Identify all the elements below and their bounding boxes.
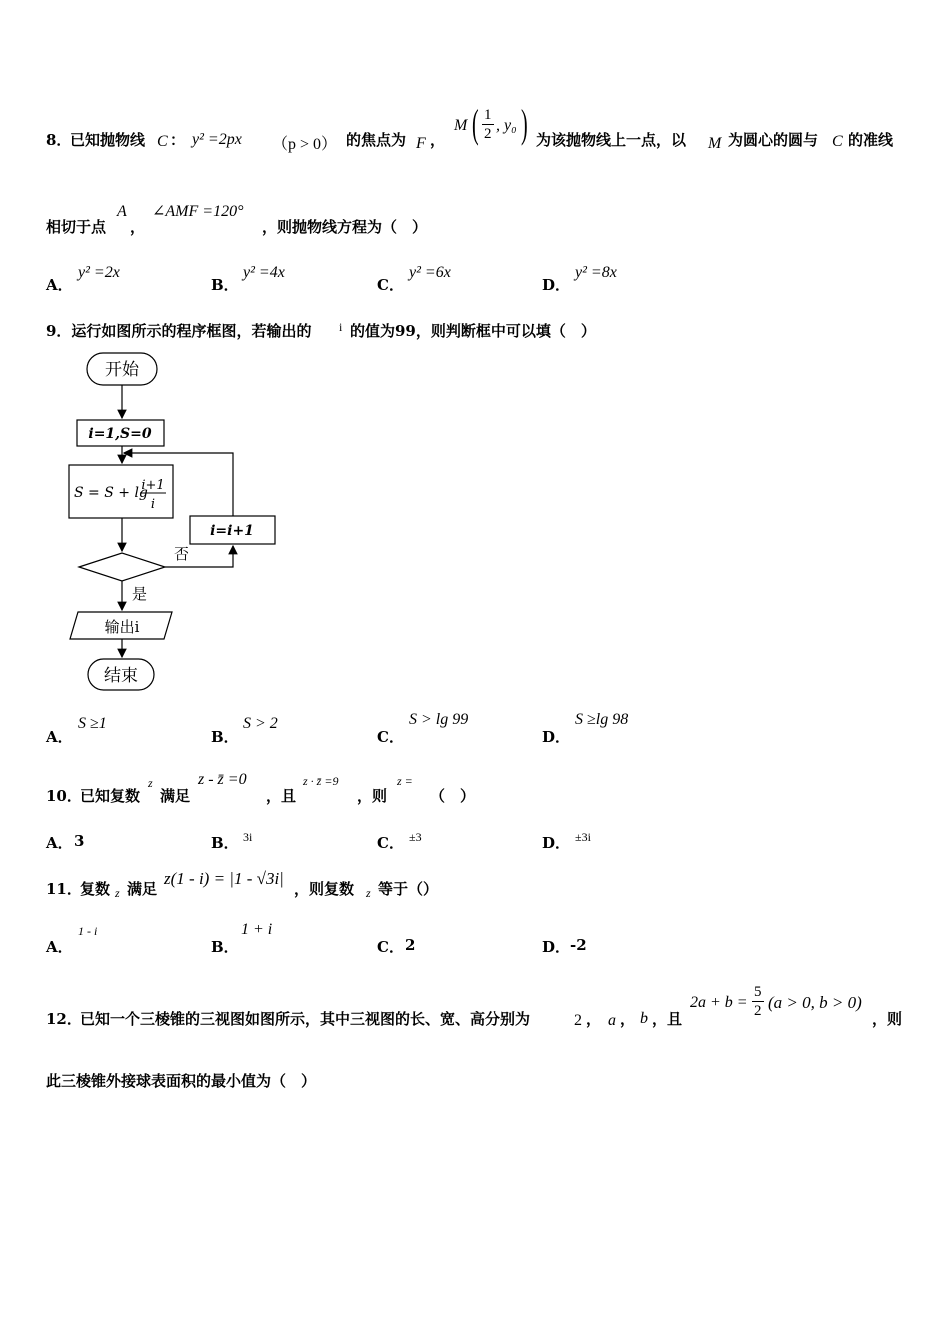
q8-y0: , y₀ (496, 117, 517, 134)
q8-fraction (482, 106, 494, 143)
q8-paren-left: ( (472, 101, 479, 146)
q9-option-C-value: S > lg 99 (409, 711, 469, 728)
q8-var-C: C (157, 133, 168, 150)
q8-equation: y² =2px (192, 131, 242, 148)
q10-eq-2: z · z̄ =9 (303, 774, 339, 788)
q12-text-3: ，则 (872, 1010, 903, 1028)
q8-frac-den: 2 (484, 126, 492, 142)
q8-option-B-value: y² =4x (243, 264, 285, 281)
q10-option-B-label[interactable]: B． (211, 834, 239, 852)
q9-flowchart (60, 345, 290, 700)
q11-option-C-value: 2 (405, 936, 416, 954)
q12-frac-num: 5 (754, 984, 762, 1000)
q9-option-C-label[interactable]: C． (377, 728, 404, 746)
q9-option-B-label[interactable]: B． (211, 728, 239, 746)
q10-option-D-value: ±3i (575, 830, 591, 844)
q10-option-D-label[interactable]: D． (542, 834, 571, 852)
q11-option-B-value: 1 + i (241, 921, 273, 938)
q8-text-5: 为圆心的圆与 (728, 131, 819, 149)
q11-number: 11． (46, 880, 82, 898)
q8-option-B-label[interactable]: B． (211, 276, 239, 294)
q9-text-b: 的值为99，则判断框中可以填（ ） (350, 322, 596, 340)
q10-option-A-label[interactable]: A． (46, 834, 73, 852)
q8-option-D-value: y² =8x (575, 264, 617, 281)
q8-var-F: F (416, 135, 426, 152)
q12-fraction (752, 983, 764, 1020)
q11-text-2: 满足 (127, 880, 158, 898)
q12-var-a: a (608, 1012, 616, 1029)
q10-option-C-value: ±3 (409, 830, 422, 844)
q10-option-B-value: 3i (243, 830, 253, 844)
q8-option-D-label[interactable]: D． (542, 276, 571, 294)
q10-text-3: ，且 (266, 787, 297, 805)
q8-comma: ， (430, 131, 446, 149)
q12-line-2: 此三棱锥外接球表面积的最小值为（ ） (46, 1072, 317, 1090)
flow-decision-shape (79, 553, 165, 581)
q11-text-1: 复数 (80, 880, 111, 898)
flow-init-text: i=1,S=0 (88, 426, 152, 442)
q11-option-D-label[interactable]: D． (542, 938, 571, 956)
q8-text-4: 为该抛物线上一点，以 (536, 131, 687, 149)
q9-option-D-value: S ≥lg 98 (575, 711, 629, 728)
q12-number: 12． (46, 1010, 82, 1028)
flow-incr-text: i=i+1 (210, 523, 254, 539)
q12-eq-left: 2a + b = (690, 994, 748, 1011)
flow-start-text: 开始 (105, 360, 139, 380)
q10-eq-1: z - z̄ =0 (198, 771, 247, 788)
q8-option-A-label[interactable]: A． (46, 276, 73, 294)
flow-assign-den: i (150, 497, 156, 512)
q12-var-b: b (640, 1010, 648, 1027)
q8-number: 8． (46, 131, 72, 149)
q8-var-A: A (117, 203, 127, 220)
q8-angle: ∠AMF =120° (152, 203, 244, 220)
q8-frac-num: 1 (484, 107, 492, 123)
q9-text-a: 9．运行如图所示的程序框图，若输出的 (46, 322, 312, 340)
q8-text-3: 的焦点为 (346, 131, 407, 149)
q8-line2-text-1: 相切于点 (46, 218, 107, 236)
q8-option-C-label[interactable]: C． (377, 276, 404, 294)
q8-option-A-value: y² =2x (78, 264, 120, 281)
q10-text-2: 满足 (160, 787, 191, 805)
q9-option-A-value: S ≥1 (78, 715, 107, 732)
q8-line2-text-2: ，则抛物线方程为（ ） (262, 218, 428, 236)
q12-comma-1: ， (586, 1010, 602, 1028)
q8-var-C2: C (832, 133, 843, 150)
q10-option-C-label[interactable]: C． (377, 834, 404, 852)
q9-option-A-label[interactable]: A． (46, 728, 73, 746)
q8-option-C-value: y² =6x (409, 264, 451, 281)
q10-text-1: 已知复数 (80, 787, 141, 805)
flow-no-label: 否 (174, 545, 190, 563)
q11-var-z: z (115, 886, 120, 900)
q10-number: 10． (46, 787, 82, 805)
q10-text-4: ，则 (357, 787, 388, 805)
q8-paren-right: ) (521, 101, 528, 146)
q8-comma-2: ， (130, 218, 146, 236)
q11-var-z2: z (366, 886, 371, 900)
q11-option-A-value: 1 - i (78, 924, 98, 938)
q11-text-4: 等于（） (378, 880, 439, 898)
q10-option-A-value: 3 (74, 832, 85, 850)
q12-text-1: 已知一个三棱锥的三视图如图所示，其中三视图的长、宽、高分别为 (80, 1010, 531, 1028)
q12-comma-2: ， (620, 1010, 636, 1028)
flow-assign-text: S = S + lg (74, 485, 148, 501)
q11-option-A-label[interactable]: A． (46, 938, 73, 956)
q11-option-C-label[interactable]: C． (377, 938, 404, 956)
q12-text-2: ，且 (652, 1010, 683, 1028)
q8-text-6: 的准线 (848, 131, 894, 149)
q8-condition: （p > 0） (272, 136, 338, 153)
q10-eq-3: z = (397, 774, 413, 788)
q8-point-M: M (454, 117, 468, 134)
q11-option-B-label[interactable]: B． (211, 938, 239, 956)
flow-output-text: 输出i (104, 618, 140, 636)
q11-text-3: ，则复数 (294, 880, 355, 898)
flow-assign-num: i+1 (141, 478, 165, 493)
q11-equation: z(1 - i) = |1 - √3i| (164, 869, 284, 888)
flow-end-text: 结束 (104, 666, 138, 686)
q12-eq-right: (a > 0, b > 0) (768, 993, 862, 1012)
q10-text-5: （ ） (430, 787, 476, 805)
q9-option-B-value: S > 2 (243, 715, 278, 732)
q10-var-z: z (148, 776, 153, 790)
q9-option-D-label[interactable]: D． (542, 728, 571, 746)
q9-var-i: i (339, 320, 343, 334)
q8-var-M2: M (708, 135, 722, 152)
q8-text-2: ： (170, 131, 186, 149)
q8-text-1: 已知抛物线 (70, 131, 146, 149)
q11-option-D-value: -2 (570, 936, 587, 954)
flow-yes-label: 是 (132, 585, 148, 603)
q12-value-2: 2 (574, 1012, 582, 1029)
q12-frac-den: 2 (754, 1003, 762, 1019)
